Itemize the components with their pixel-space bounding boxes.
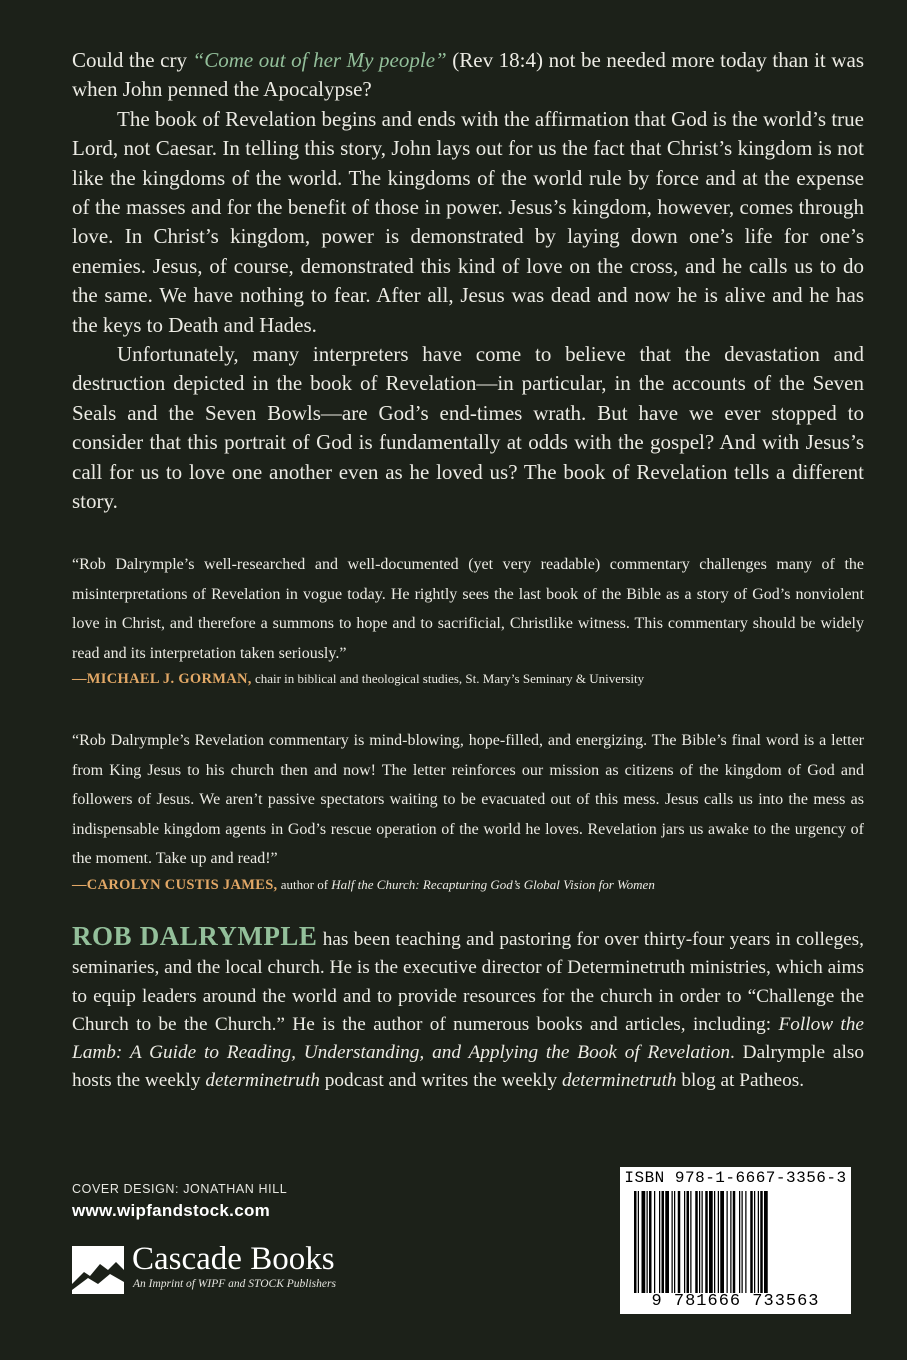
author-name: ROB DALRYMPLE bbox=[72, 921, 318, 951]
bio-text: has been teaching and pastoring for over thirty-four years in colleges, seminaries, and the local church. He is the executive director of Determinetruth ministries, which aims to equip leaders around the world and to provide resources for the church in order to “Challenge the Church to be the Church.” He is the author of numerous books and articles, including: bbox=[72, 929, 864, 1035]
endorser-role: chair in biblical and theological studies, St. Mary’s Seminary & University bbox=[251, 671, 645, 686]
description-text bbox=[72, 46, 864, 517]
author-bio bbox=[72, 922, 864, 1096]
bio-paragraph bbox=[72, 922, 864, 1096]
barcode-bars bbox=[634, 1191, 846, 1293]
endorsement-attribution bbox=[72, 874, 864, 896]
publisher-name: Cascade Books bbox=[132, 1241, 335, 1277]
publisher-tagline: An Imprint of WIPF and STOCK Publishers bbox=[133, 1278, 336, 1290]
endorsement-attribution bbox=[72, 668, 864, 690]
isbn-digits: 9 781666 733563 bbox=[651, 1292, 820, 1311]
bio-book-title: Follow the Lamb: A Guide to Reading, Understanding, and Applying the Book of Revelation bbox=[72, 1013, 864, 1064]
cover-design-credit: COVER DESIGN: JONATHAN HILL bbox=[72, 1182, 288, 1196]
bio-brand: determinetruth bbox=[205, 1070, 320, 1092]
bio-text: . Dalrymple also hosts the weekly bbox=[72, 1042, 864, 1092]
publisher-block bbox=[72, 1240, 402, 1300]
intro-paragraph-2: The book of Revelation begins and ends with the affirmation that God is the world’s true Lord, not Caesar. In telling this story, John lays out for us the fact that Christ’s kingdom is not like the kingdoms of the world. The kingdoms of the world rule by force and at the expense of the masses and for the benefit of those in power. Jesus’s kingdom, however, comes through love. In Christ’s kingdom, power is demonstrated by laying down one’s life for one’s enemies. Jesus, of course, demonstrated this kind of love on the cross, and he calls us to do the same. We have nothing to fear. After all, Jesus was dead and now he is alive and he has the keys to Death and Hades. bbox=[72, 106, 864, 337]
endorser-book-title: Half the Church: Recapturing God’s Global Vision for Women bbox=[331, 876, 655, 892]
intro-paragraph-1 bbox=[72, 46, 864, 105]
intro-text: Could the cry bbox=[72, 48, 193, 72]
endorsement-text: “Rob Dalrymple’s Revelation commentary is mind-blowing, hope-filled, and energizing. The Bible’s final word is a letter from King Jesus to his church then and now! The letter reinforces our mission as citizens of the kingdom of God and followers of Jesus. We aren’t passive spectators waiting to be evacuated out of this mess. Jesus calls us into the mess as indispensable kingdom agents in God’s rescue operation of the world he loves. Revelation jars us awake to the urgency of the moment. Take up and read!” bbox=[72, 732, 864, 867]
endorsement-text: “Rob Dalrymple’s well-researched and well-documented (yet very readable) commentary challenges many of the misinterpretations of Revelation in vogue today. He rightly sees the last book of the Bible as a story of God’s nonviolent love in Christ, and therefore a summons to hope and to sacrificial, Christlike witness. This commentary should be widely read and its interpretation taken seriously.” bbox=[72, 556, 864, 662]
endorsement-gorman bbox=[72, 550, 864, 690]
endorser-name: —CAROLYN CUSTIS JAMES, bbox=[72, 876, 278, 893]
intro-text: (Rev 18:4) not be needed more today than it was when John penned the Apocalypse? bbox=[72, 48, 864, 102]
bio-text: podcast and writes the weekly bbox=[319, 1070, 562, 1092]
bio-text: blog at Patheos. bbox=[676, 1070, 805, 1092]
isbn-label: ISBN 978-1-6667-3356-3 bbox=[624, 1169, 847, 1187]
mountain-logo-icon bbox=[72, 1246, 124, 1294]
credits bbox=[72, 1182, 287, 1221]
publisher-url: www.wipfandstock.com bbox=[72, 1201, 271, 1220]
scripture-quote: “Come out of her My people” bbox=[192, 48, 447, 72]
bio-brand: determinetruth bbox=[561, 1070, 677, 1092]
intro-paragraph-3: Unfortunately, many interpreters have come to believe that the devastation and destruction depicted in the book of Revelation—in particular, in the accounts of the Seven Seals and the Seven Bowls—are God’s end-times wrath. But have we ever stopped to consider that this portrait of God is fundamentally at odds with the gospel? And with Jesus’s call for us to love one another even as he loved us? The book of Revelation tells a different story. bbox=[72, 342, 864, 514]
endorser-name: —MICHAEL J. GORMAN, bbox=[72, 671, 252, 687]
endorser-role: author of bbox=[277, 876, 332, 892]
isbn-barcode bbox=[620, 1167, 851, 1314]
endorsement-james bbox=[72, 726, 864, 896]
